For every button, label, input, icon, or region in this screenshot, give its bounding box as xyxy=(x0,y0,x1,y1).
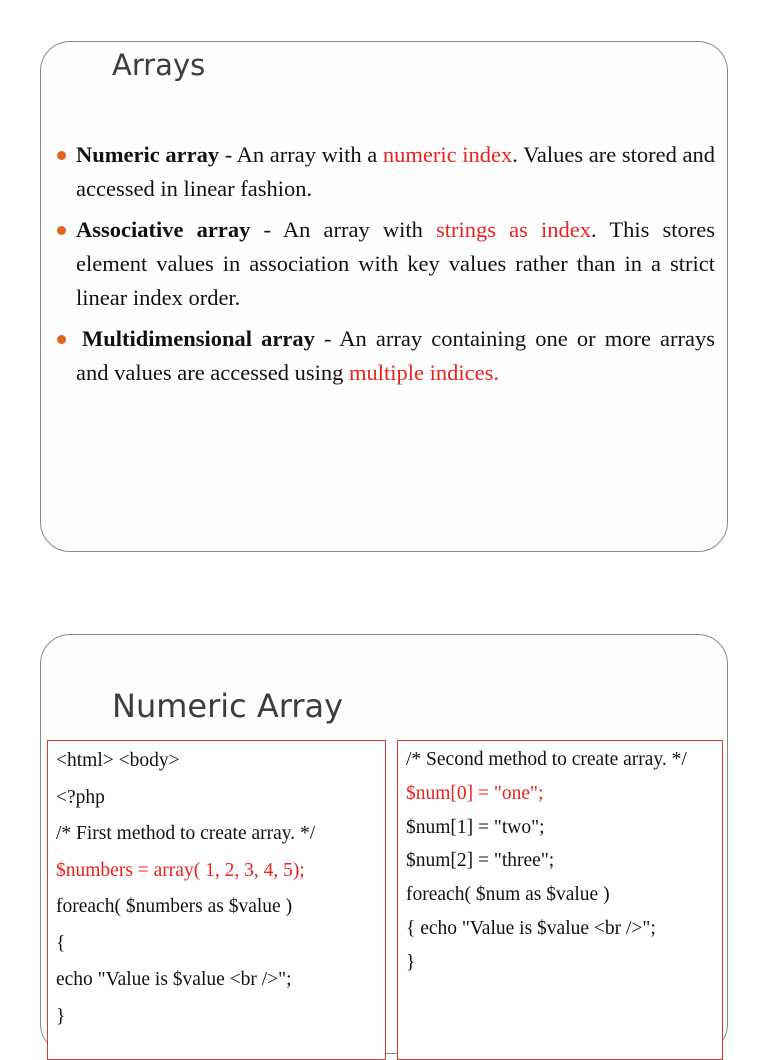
bullet-item-numeric xyxy=(57,138,715,206)
code-line: /* Second method to create array. */ xyxy=(406,749,687,770)
code-line: { xyxy=(56,932,66,954)
description-end: . This stores element values in association with key values rather than in a strict linear index order. xyxy=(76,217,715,310)
bullet-item-associative xyxy=(57,213,715,315)
description-end: . Values are stored and accessed in linear fashion. xyxy=(76,142,715,201)
code-box-second-method xyxy=(397,740,723,1060)
bullet-dot-icon xyxy=(57,226,66,235)
code-line: $num[1] = "two"; xyxy=(406,816,545,838)
description: - An array with xyxy=(250,217,436,242)
code-line: <?php xyxy=(56,786,105,808)
code-line-highlight: $numbers = array( 1, 2, 3, 4, 5); xyxy=(56,859,305,881)
slide-numeric-array xyxy=(40,634,728,1054)
highlight: numeric index xyxy=(382,142,513,167)
bullet-dot-icon xyxy=(57,335,66,344)
code-line: /* First method to create array. */ xyxy=(56,823,316,844)
slide-title: Numeric Array xyxy=(112,687,344,725)
code-line-highlight: $num[0] = "one"; xyxy=(406,782,544,804)
code-line: { echo "Value is $value <br />"; xyxy=(406,917,656,939)
bullet-list xyxy=(57,138,715,397)
highlight: strings as index xyxy=(435,217,591,242)
bullet-dot-icon xyxy=(57,151,66,160)
code-line: echo "Value is $value <br />"; xyxy=(56,969,292,990)
code-line: $num[2] = "three"; xyxy=(406,850,555,872)
term: Multidimensional array xyxy=(82,326,315,351)
description: - An array with a xyxy=(219,142,383,167)
highlight: multiple indices. xyxy=(349,360,499,385)
code-line: } xyxy=(406,951,416,973)
code-line: foreach( $numbers as $value ) xyxy=(56,896,293,917)
code-line: } xyxy=(56,1005,66,1027)
code-line: foreach( $num as $value ) xyxy=(406,884,610,906)
term: Associative array xyxy=(76,217,251,242)
slide-title: Arrays xyxy=(112,48,206,82)
term: Numeric array xyxy=(76,142,220,167)
bullet-item-multidimensional xyxy=(57,322,715,390)
code-box-first-method xyxy=(47,740,386,1060)
code-line: <html> <body> xyxy=(56,750,180,771)
slide-arrays xyxy=(40,41,728,552)
description: - An array containing one or more arrays and values are accessed using xyxy=(76,326,715,385)
